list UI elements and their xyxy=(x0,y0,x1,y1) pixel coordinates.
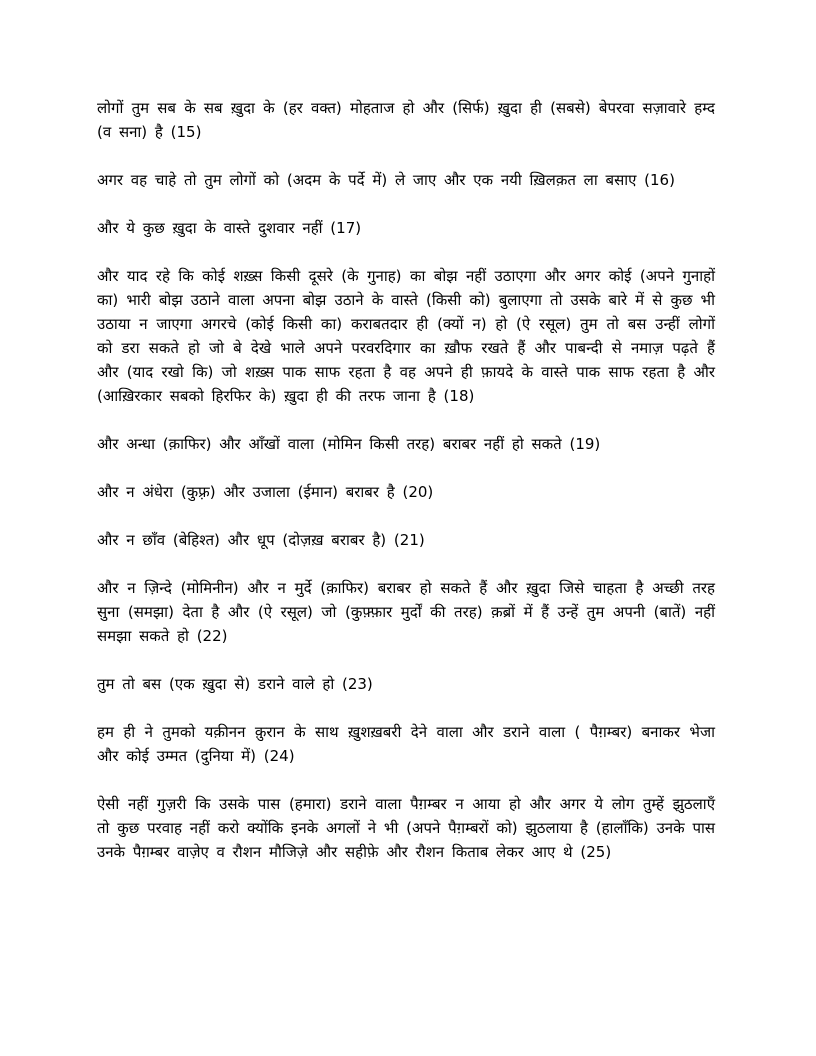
verse-paragraph-23: तुम तो बस (एक ख़ुदा से) डराने वाले हो (23) xyxy=(97,675,373,693)
verse-paragraph-25: ऐसी नहीं गुज़री कि उसके पास (हमारा) डराने वाला पैग़म्बर न आया हो और अगर ये लोग तुम्हें झुठलाएँ तो कुछ परवाह नहीं करो क्योंकि इनके अगलों ने भी (अपने पैग़म्बरों को) झुठलाया है (हालाँकि) उनके पास उनके पैग़म्बर वाज़ेए व रौशन मौजिज़े और सहीफ़े और रौशन किताब लेकर आए थे (25) xyxy=(97,795,715,861)
verse-paragraph-19: और अन्धा (क़ाफिर) और आँखों वाला (मोमिन किसी तरह) बराबर नहीं हो सकते (19) xyxy=(97,435,601,453)
verse-paragraph-24: हम ही ने तुमको यक़ीनन क़ुरान के साथ ख़ुशख़बरी देने वाला और डराने वाला ( पैग़म्बर) बनाकर भेजा और कोई उम्मत (दुनिया में) (24) xyxy=(97,723,715,765)
verse-paragraph-22: और न ज़िन्दे (मोमिनीन) और न मुर्दे (क़ाफिर) बराबर हो सकते हैं और ख़ुदा जिसे चाहता है अच्छी तरह सुना (समझा) देता है और (ऐ रसूल) जो (कुफ़्फ़ार मुर्दों की तरह) क़ब्रों में हैं उन्हें तुम अपनी (बातें) नहीं समझा सकते हो (22) xyxy=(97,579,715,645)
verse-paragraph-16: अगर वह चाहे तो तुम लोगों को (अदम के पर्दे में) ले जाए और एक नयी ख़िलक़त ला बसाए (16) xyxy=(97,171,675,189)
document-page xyxy=(97,96,715,888)
verse-paragraph-15: लोगों तुम सब के सब ख़ुदा के (हर वक्त) मोहताज हो और (सिर्फ) ख़ुदा ही (सबसे) बेपरवा सज़ावारे हम्द (व सना) है (15) xyxy=(97,99,715,141)
verse-paragraph-18: और याद रहे कि कोई शख़्स किसी दूसरे (के गुनाह) का बोझ नहीं उठाएगा और अगर कोई (अपने गुनाहों का) भारी बोझ उठाने वाला अपना बोझ उठाने के वास्ते (किसी को) बुलाएगा तो उसके बारे में से कुछ भी उठाया न जाएगा अगरचे (कोई किसी का) कराबतदार ही (क्यों न) हो (ऐ रसूल) तुम तो बस उन्हीं लोगों को डरा सकते हो जो बे देखे भाले अपने परवरदिगार का ख़ौफ रखते हैं और पाबन्दी से नमाज़ पढ़ते हैं और (याद रखो कि) जो शख़्स पाक साफ रहता है वह अपने ही फ़ायदे के वास्ते पाक साफ रहता है और (आख़िरकार सबको हिरफिर के) ख़ुदा ही की तरफ जाना है (18) xyxy=(97,267,715,405)
verse-paragraph-20: और न अंधेरा (कुफ़्र) और उजाला (ईमान) बराबर है (20) xyxy=(97,483,434,501)
verse-paragraph-21: और न छाँव (बेहिश्त) और धूप (दोज़ख़ बराबर है) (21) xyxy=(97,531,425,549)
verse-paragraph-17: और ये कुछ ख़ुदा के वास्ते दुशवार नहीं (17) xyxy=(97,219,362,237)
